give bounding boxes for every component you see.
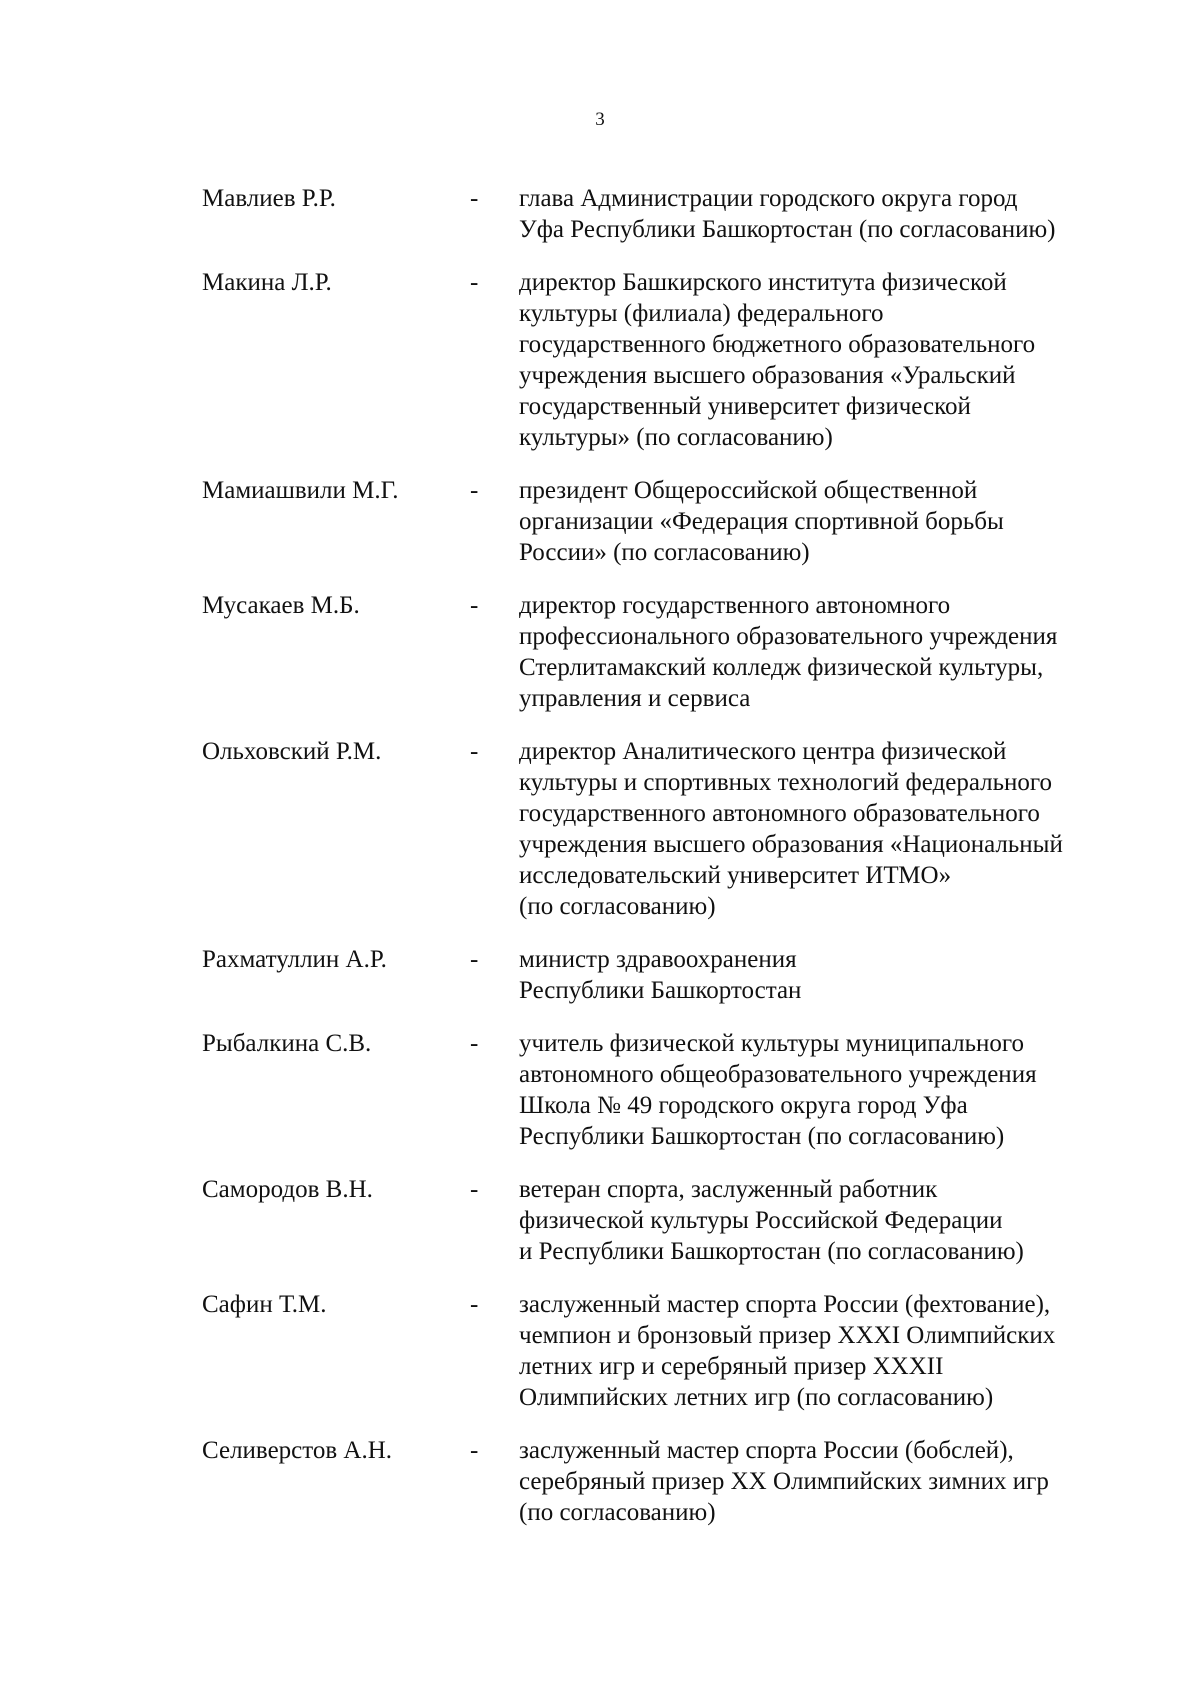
member-name: Селиверстов А.Н. <box>202 1437 393 1464</box>
member-entry <box>0 1028 1200 1152</box>
member-dash: - <box>470 1176 479 1203</box>
member-entry <box>0 944 1200 1006</box>
member-name: Макина Л.Р. <box>202 269 332 296</box>
member-list <box>0 183 1200 1528</box>
member-name: Ольховский Р.М. <box>202 738 382 765</box>
member-dash: - <box>470 185 479 212</box>
member-dash: - <box>470 477 479 504</box>
member-name: Сафин Т.М. <box>202 1291 327 1318</box>
member-name: Рахматуллин А.Р. <box>202 946 387 973</box>
member-name: Мамиашвили М.Г. <box>202 477 399 504</box>
member-description: президент Общероссийской общественной организации «Федерация спортивной борьбы России» (по согласованию) <box>519 477 1004 566</box>
member-entry <box>0 736 1200 922</box>
member-description: директор Башкирского института физической культуры (филиала) федерального государственного бюджетного образовательного учреждения высшего образования «Уральский государственный университет физической культуры» (по согласованию) <box>519 269 1036 451</box>
member-entry <box>0 267 1200 453</box>
member-description: заслуженный мастер спорта России (бобслей), серебряный призер XX Олимпийских зимних игр (по согласованию) <box>519 1437 1049 1526</box>
member-name: Мусакаев М.Б. <box>202 592 360 619</box>
member-entry <box>0 183 1200 245</box>
member-description: директор Аналитического центра физической культуры и спортивных технологий федерального государственного автономного образовательного учреждения высшего образования «Национальный исследовательский университет ИТМО» (по согласованию) <box>519 738 1063 920</box>
member-name: Рыбалкина С.В. <box>202 1030 372 1057</box>
member-entry <box>0 1435 1200 1528</box>
member-description: учитель физической культуры муниципального автономного общеобразовательного учреждения Школа № 49 городского округа город Уфа Республики Башкортостан (по согласованию) <box>519 1030 1037 1150</box>
member-dash: - <box>470 592 479 619</box>
member-dash: - <box>470 1437 479 1464</box>
member-description: директор государственного автономного профессионального образовательного учреждения Стерлитамакский колледж физической культуры, управления и сервиса <box>519 592 1058 712</box>
member-description: министр здравоохранения Республики Башкортостан <box>519 946 802 1004</box>
member-name: Мавлиев Р.Р. <box>202 185 336 212</box>
member-dash: - <box>470 738 479 765</box>
member-dash: - <box>470 946 479 973</box>
member-entry <box>0 1174 1200 1267</box>
member-description: ветеран спорта, заслуженный работник физической культуры Российской Федерации и Республики Башкортостан (по согласованию) <box>519 1176 1024 1265</box>
member-entry <box>0 1289 1200 1413</box>
member-description: глава Администрации городского округа город Уфа Республики Башкортостан (по согласованию) <box>519 185 1056 243</box>
member-dash: - <box>470 269 479 296</box>
page-number: 3 <box>595 109 605 130</box>
member-entry <box>0 475 1200 568</box>
member-name: Самородов В.Н. <box>202 1176 373 1203</box>
member-dash: - <box>470 1291 479 1318</box>
member-dash: - <box>470 1030 479 1057</box>
member-description: заслуженный мастер спорта России (фехтование), чемпион и бронзовый призер XXXI Олимпийских летних игр и серебряный призер XXXII Олимпийских летних игр (по согласованию) <box>519 1291 1056 1411</box>
member-entry <box>0 590 1200 714</box>
